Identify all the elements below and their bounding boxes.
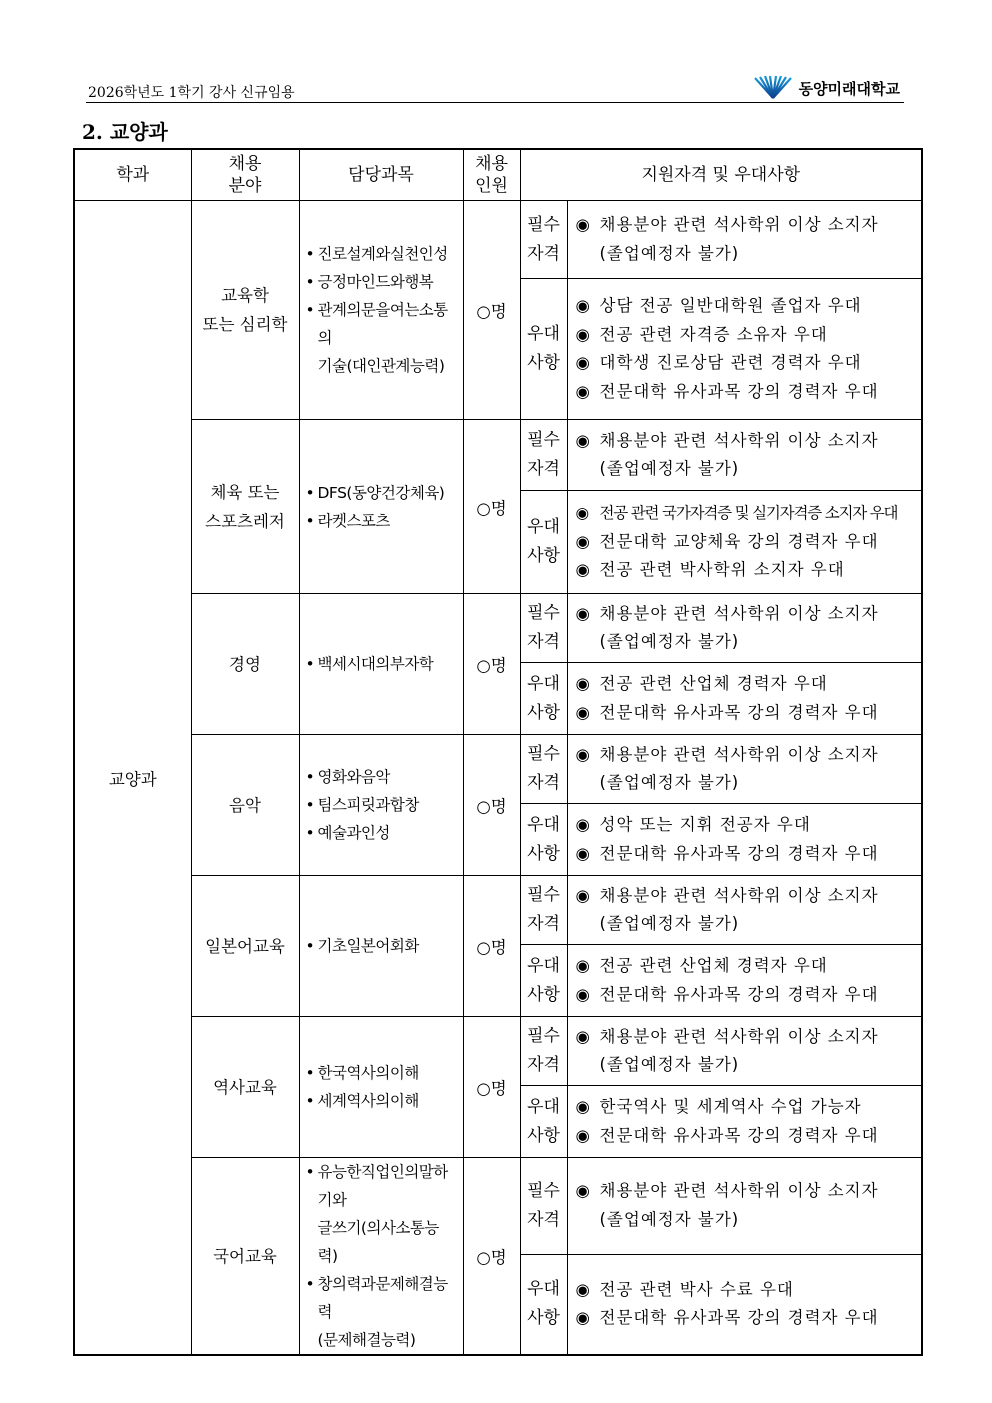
required-label-cell (520, 876, 567, 945)
required-label-cell (520, 1158, 567, 1255)
field-cell (191, 420, 299, 594)
required-label: 필수 자격 (527, 430, 560, 479)
required-content-cell (567, 1158, 922, 1255)
recruitment-table (73, 148, 923, 1356)
preference-text: 전공 관련 국가자격증 및 실기자격증 소지자 우대 (599, 504, 898, 523)
course-name: 긍정마인드와행복 (317, 273, 434, 291)
bullet-icon: • (305, 655, 315, 673)
bullet-icon: • (305, 1275, 315, 1293)
col-header-dept: 학과 (74, 149, 191, 201)
count-cell (463, 735, 520, 876)
required-content-cell (567, 876, 922, 945)
course-name: 글쓰기(의사소통능력) (317, 1219, 439, 1265)
requirement-item (576, 427, 918, 456)
course-name: 예술과인성 (317, 824, 390, 842)
course-name: (문제해결능력) (317, 1331, 416, 1349)
course-item (306, 479, 459, 507)
course-name: 관계의문을여는소통의 (317, 301, 448, 347)
table-header-row (74, 149, 922, 201)
preference-item (576, 349, 918, 378)
col-header-count: 채용 인원 (463, 149, 520, 201)
preferred-content-cell (567, 1254, 922, 1355)
preferred-label: 우대 사항 (527, 673, 560, 723)
requirement-item (576, 211, 918, 240)
field-cell (191, 594, 299, 735)
bullet-icon: • (305, 1092, 315, 1110)
preference-item (576, 499, 918, 528)
radio-mark-icon: ◉ (575, 296, 591, 315)
field-cell (191, 735, 299, 876)
preference-item (576, 1093, 918, 1122)
field-label: 일본어교육 (205, 936, 285, 956)
field-label: 체육 또는 (210, 482, 280, 502)
dept-label: 교양과 (108, 769, 157, 789)
field-label: 역사교육 (213, 1077, 277, 1097)
preference-text: 대학생 진로상담 관련 경력자 우대 (599, 353, 862, 372)
preference-text: 전공 관련 박사 수료 우대 (599, 1279, 794, 1299)
bullet-icon: • (305, 824, 315, 842)
radio-mark-icon: ◉ (575, 353, 591, 372)
preferred-label: 우대 사항 (527, 1096, 560, 1146)
preference-item (576, 378, 918, 407)
radio-mark-icon: ◉ (575, 1097, 591, 1116)
preferred-content-cell (567, 491, 922, 594)
radio-mark-icon: ◉ (575, 984, 591, 1004)
requirement-note: (졸업예정자 불가) (599, 632, 740, 651)
radio-mark-icon: ◉ (575, 531, 591, 551)
preferred-label-cell (520, 804, 567, 876)
preferred-label: 우대 사항 (527, 1279, 560, 1329)
hire-count: ○명 (476, 1079, 507, 1098)
preferred-label-cell (520, 1086, 567, 1158)
requirement-text: 채용분야 관련 석사학위 이상 소지자 (599, 1181, 879, 1201)
course-item (306, 1270, 459, 1354)
preferred-label-cell (520, 279, 567, 420)
preference-text: 전문대학 유사과목 강의 경력자 우대 (599, 843, 879, 863)
bullet-icon: • (305, 301, 315, 319)
count-cell (463, 1158, 520, 1356)
preferred-label-cell (520, 945, 567, 1017)
requirement-note: (졸업예정자 불가) (599, 914, 740, 933)
course-name: 기초일본어회화 (317, 937, 419, 955)
radio-mark-icon: ◉ (575, 843, 591, 863)
hire-count: ○명 (476, 938, 507, 957)
preference-item (576, 528, 918, 557)
preference-text: 전문대학 유사과목 강의 경력자 우대 (599, 984, 879, 1004)
preference-text: 전문대학 유사과목 강의 경력자 우대 (599, 381, 879, 401)
hire-count: ○명 (476, 1248, 507, 1267)
bullet-icon: • (305, 796, 315, 814)
radio-mark-icon: ◉ (575, 956, 591, 975)
course-item (306, 268, 459, 296)
course-name: 영화와음악 (317, 768, 390, 786)
preferred-content-cell (567, 663, 922, 735)
required-label-cell (520, 735, 567, 804)
table-row (74, 1158, 922, 1255)
count-cell (463, 876, 520, 1017)
field-label: 음악 (229, 795, 261, 815)
preferred-label: 우대 사항 (527, 324, 560, 373)
course-cell (299, 201, 463, 420)
preference-text: 전문대학 교양체육 강의 경력자 우대 (599, 531, 879, 551)
radio-mark-icon: ◉ (575, 1026, 591, 1046)
required-label: 필수 자격 (527, 603, 560, 652)
table-row (74, 876, 922, 945)
radio-mark-icon: ◉ (575, 1279, 591, 1299)
count-cell (463, 594, 520, 735)
course-cell (299, 594, 463, 735)
course-cell (299, 876, 463, 1017)
course-name: 백세시대의부자학 (317, 655, 434, 673)
preference-item (576, 981, 918, 1010)
radio-mark-icon: ◉ (575, 1181, 591, 1201)
course-name: DFS(동양건강체육) (317, 483, 445, 502)
requirement-item (576, 1023, 918, 1052)
course-item (306, 507, 459, 535)
course-cell (299, 1158, 463, 1356)
course-cell (299, 735, 463, 876)
radio-mark-icon: ◉ (575, 381, 591, 401)
table-body (74, 201, 922, 1356)
table-row (74, 594, 922, 663)
hire-count: ○명 (476, 797, 507, 816)
course-item (306, 819, 459, 847)
col-header-requirements: 지원자격 및 우대사항 (520, 149, 922, 201)
course-cell (299, 420, 463, 594)
field-cell (191, 1017, 299, 1158)
course-name: 한국역사의이해 (317, 1064, 419, 1082)
count-cell (463, 420, 520, 594)
radio-mark-icon: ◉ (575, 815, 591, 834)
field-label: 스포츠레저 (205, 511, 285, 531)
preference-text: 전문대학 유사과목 강의 경력자 우대 (599, 1125, 879, 1145)
course-name: 유능한직업인의말하기와 (317, 1163, 448, 1209)
requirement-note: (졸업예정자 불가) (599, 459, 740, 478)
table-row (74, 201, 922, 279)
preference-text: 전공 관련 산업체 경력자 우대 (599, 674, 828, 693)
radio-mark-icon: ◉ (575, 215, 591, 234)
preference-item (576, 321, 918, 350)
requirement-item (576, 600, 918, 629)
section-title: 2. 교양과 (82, 120, 168, 144)
hire-count: ○명 (476, 656, 507, 675)
dept-cell (74, 201, 191, 1356)
radio-mark-icon: ◉ (575, 430, 591, 450)
preference-text: 전문대학 유사과목 강의 경력자 우대 (599, 702, 879, 722)
requirement-note: (졸업예정자 불가) (599, 773, 740, 792)
preferred-label: 우대 사항 (527, 955, 560, 1005)
document-header (86, 76, 904, 103)
course-item (306, 932, 459, 960)
course-item (306, 763, 459, 791)
preference-item (576, 1304, 918, 1333)
radio-mark-icon: ◉ (575, 504, 588, 523)
requirement-text: 채용분야 관련 석사학위 이상 소지자 (599, 744, 879, 764)
preference-text: 전공 관련 산업체 경력자 우대 (599, 956, 828, 975)
required-label: 필수 자격 (527, 214, 560, 264)
course-item (306, 1059, 459, 1087)
required-label: 필수 자격 (527, 1180, 560, 1230)
radio-mark-icon: ◉ (575, 885, 591, 905)
hire-count: ○명 (476, 302, 507, 321)
required-content-cell (567, 1017, 922, 1086)
preference-text: 성악 또는 지휘 전공자 우대 (599, 815, 811, 834)
required-content-cell (567, 201, 922, 279)
bullet-icon: • (305, 1163, 315, 1181)
bullet-icon: • (305, 245, 315, 263)
radio-mark-icon: ◉ (575, 603, 591, 623)
hire-count: ○명 (476, 498, 507, 518)
required-label: 필수 자격 (527, 885, 560, 934)
preferred-content-cell (567, 279, 922, 420)
requirement-text: 채용분야 관련 석사학위 이상 소지자 (599, 430, 879, 450)
radio-mark-icon: ◉ (575, 744, 591, 764)
table-row (74, 420, 922, 491)
preference-item (576, 952, 918, 981)
requirement-text: 채용분야 관련 석사학위 이상 소지자 (599, 603, 879, 623)
course-name: 라켓스포츠 (317, 511, 390, 530)
requirement-item (576, 741, 918, 770)
field-label: 경영 (229, 654, 261, 674)
requirement-item (576, 882, 918, 911)
table-row (74, 735, 922, 804)
preferred-label-cell (520, 491, 567, 594)
preference-item (576, 840, 918, 869)
bullet-icon: • (305, 937, 315, 955)
course-name: 세계역사의이해 (317, 1092, 419, 1110)
course-name: 팀스피릿과합창 (317, 796, 419, 814)
count-cell (463, 1017, 520, 1158)
requirement-text: 채용분야 관련 석사학위 이상 소지자 (599, 1026, 879, 1046)
col-header-field: 채용 분야 (191, 149, 299, 201)
preference-item (576, 1276, 918, 1305)
preference-item (576, 556, 918, 585)
preference-item (576, 699, 918, 728)
course-item (306, 1087, 459, 1115)
requirement-note: (졸업예정자 불가) (599, 1209, 740, 1229)
required-label-cell (520, 201, 567, 279)
radio-mark-icon: ◉ (575, 1125, 591, 1145)
bullet-icon: • (305, 768, 315, 786)
preference-text: 전문대학 유사과목 강의 경력자 우대 (599, 1308, 879, 1328)
requirement-text: 채용분야 관련 석사학위 이상 소지자 (599, 215, 879, 234)
preferred-content-cell (567, 1086, 922, 1158)
bullet-icon: • (305, 511, 315, 530)
course-name: 창의력과문제해결능력 (317, 1275, 448, 1321)
count-cell (463, 201, 520, 420)
course-item (306, 791, 459, 819)
course-name: 기술(대인관계능력) (317, 357, 445, 375)
header-text: 2026학년도 1학기 강사 신규임용 (88, 85, 295, 101)
field-label: 또는 심리학 (202, 315, 288, 334)
required-content-cell (567, 594, 922, 663)
required-content-cell (567, 735, 922, 804)
preference-item (576, 292, 918, 321)
university-logo (753, 76, 900, 100)
radio-mark-icon: ◉ (575, 674, 591, 693)
required-label-cell (520, 420, 567, 491)
bullet-icon: • (305, 483, 315, 502)
preference-text: 전공 관련 박사학위 소지자 우대 (599, 560, 845, 580)
field-cell (191, 201, 299, 420)
field-cell (191, 1158, 299, 1356)
preference-item (576, 811, 918, 840)
bullet-icon: • (305, 1064, 315, 1082)
field-label: 교육학 (221, 286, 269, 305)
radio-mark-icon: ◉ (575, 1308, 591, 1328)
preferred-content-cell (567, 804, 922, 876)
preference-text: 전공 관련 자격증 소유자 우대 (599, 324, 828, 344)
preference-item (576, 670, 918, 699)
col-header-course: 담당과목 (299, 149, 463, 201)
requirement-note: (졸업예정자 불가) (599, 243, 740, 263)
preference-text: 상담 전공 일반대학원 졸업자 우대 (599, 296, 862, 315)
requirement-text: 채용분야 관련 석사학위 이상 소지자 (599, 885, 879, 905)
radio-mark-icon: ◉ (575, 324, 591, 344)
course-item (306, 650, 459, 678)
table-row (74, 1017, 922, 1086)
logo-text: 동양미래대학교 (798, 79, 900, 98)
required-label-cell (520, 1017, 567, 1086)
preferred-label: 우대 사항 (527, 814, 560, 864)
requirement-note: (졸업예정자 불가) (599, 1055, 740, 1074)
course-item (306, 1158, 459, 1270)
preferred-label-cell (520, 663, 567, 735)
preferred-content-cell (567, 945, 922, 1017)
radio-mark-icon: ◉ (575, 702, 591, 722)
required-label: 필수 자격 (527, 1026, 560, 1075)
field-cell (191, 876, 299, 1017)
logo-mark-icon (753, 76, 793, 100)
preference-item (576, 1122, 918, 1151)
bullet-icon: • (305, 273, 315, 291)
course-item (306, 296, 459, 380)
field-label: 국어교육 (213, 1246, 277, 1266)
requirement-item (576, 1177, 918, 1206)
preference-text: 한국역사 및 세계역사 수업 가능자 (599, 1097, 862, 1116)
course-item (306, 240, 459, 268)
course-cell (299, 1017, 463, 1158)
required-content-cell (567, 420, 922, 491)
radio-mark-icon: ◉ (575, 560, 591, 580)
required-label-cell (520, 594, 567, 663)
required-label: 필수 자격 (527, 744, 560, 793)
preferred-label-cell (520, 1254, 567, 1355)
course-name: 진로설계와실천인성 (317, 245, 448, 263)
preferred-label: 우대 사항 (527, 517, 560, 566)
